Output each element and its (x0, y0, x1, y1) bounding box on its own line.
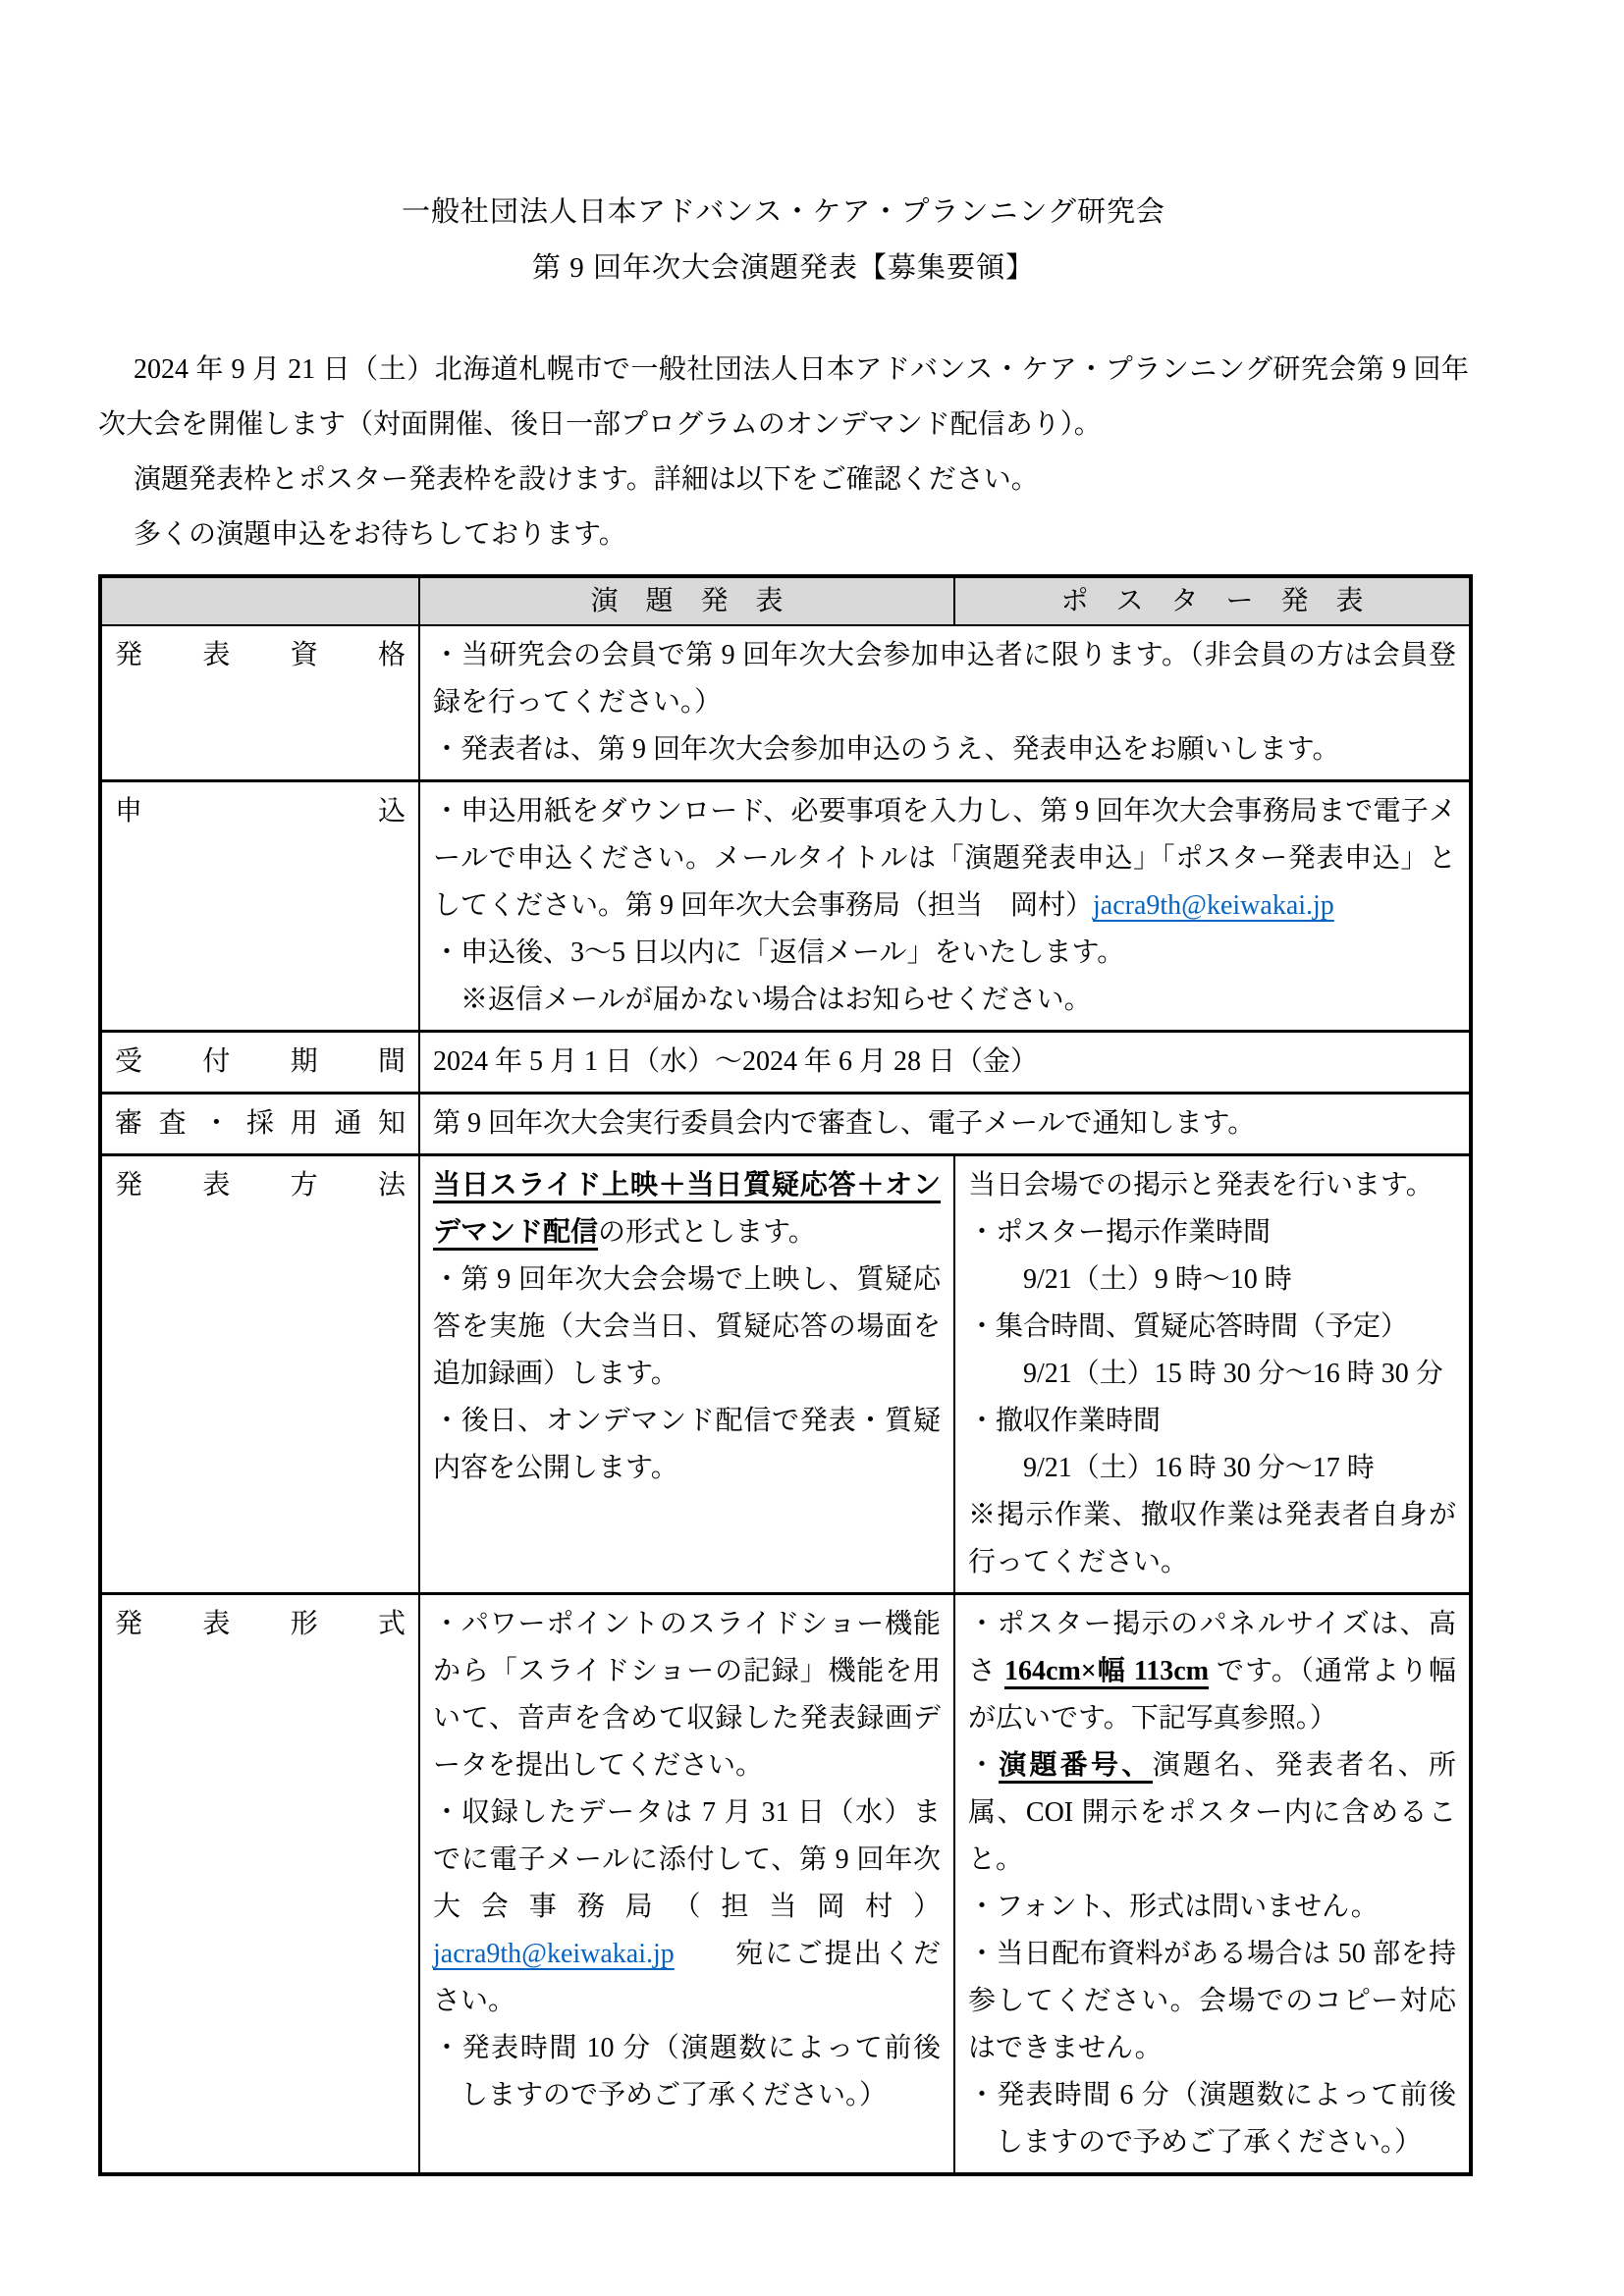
label-cell-review (100, 1094, 419, 1155)
text-run: ・当研究会の会員で第 9 回年次大会参加申込者に限ります。（非会員の方は会員登録を行ってください。） (433, 640, 1456, 718)
row-review-notification (100, 1094, 1471, 1155)
label-cell-period (100, 1032, 419, 1094)
text-run: ・第 9 回年次大会会場で上映し、質疑応答を実施（大会当日、質疑応答の場面を追加録画）します。 (433, 1264, 941, 1389)
content-cell-qualification (419, 625, 1471, 781)
row-reception-period (100, 1032, 1471, 1094)
header-cell-poster: ポ ス タ ー 発 表 (954, 576, 1471, 625)
intro-paragraph-2: 演題発表枠とポスター発表枠を設けます。詳細は以下をご確認ください。 (134, 464, 1039, 495)
email-link[interactable]: jacra9th@keiwakai.jp (1093, 890, 1334, 921)
text-run: ・フォント、形式は問いません。 (968, 1892, 1379, 1922)
content-cell-method-endai (419, 1155, 954, 1594)
text-run: 第 9 回年次大会実行委員会内で審査し、電子メールで通知します。 (433, 1108, 1256, 1139)
row-application (100, 781, 1471, 1032)
row-label: 発表資格 (115, 640, 406, 670)
text-run: ・発表者は、第 9 回年次大会参加申込のうえ、発表申込をお願いします。 (433, 734, 1340, 765)
paragraph (968, 1601, 1456, 1742)
text-run: 演題番号、 (999, 1750, 1152, 1784)
paragraph (433, 930, 1456, 977)
intro-section (98, 343, 1469, 562)
header-cell-blank (100, 576, 419, 625)
text-run: ・収録したデータは 7 月 31 日（水）までに電子メールに添付して、第 9 回年次大会事務局（担当岡村） (433, 1797, 941, 1922)
text-run: ・パワーポイントのスライドショー機能から「スライドショーの記録」機能を用いて、音声を含めて収録した発表録画データを提出してください。 (433, 1609, 941, 1781)
text-run: ・ポスター掲示作業時間 (968, 1217, 1272, 1248)
email-link[interactable]: jacra9th@keiwakai.jp (433, 1939, 675, 1969)
text-run: ・当日配布資料がある場合は 50 部を持参してください。会場でのコピー対応はできません。 (968, 1939, 1456, 2063)
row-label: 発表方法 (115, 1170, 406, 1201)
text-run: ・ポスター掲示のパネルサイズは、高さ (968, 1609, 1456, 1686)
label-cell-application (100, 781, 419, 1032)
text-run: の形式とします。 (598, 1217, 816, 1248)
paragraph (968, 1256, 1456, 1304)
label-cell-format (100, 1594, 419, 2175)
paragraph (968, 1162, 1456, 1209)
label-cell-qualification (100, 625, 419, 781)
paragraph (968, 1304, 1456, 1351)
text-run: ※掲示作業、撤収作業は発表者自身が行ってください。 (968, 1500, 1456, 1577)
text-run: ・申込用紙をダウンロード、必要事項を入力し、第 9 回年次大会事務局まで電子メールで申込ください。メールタイトルは「演題発表申込」「ポスター発表申込」としてください。第 9 回年次大会事務局（担当 岡村） (433, 796, 1457, 921)
paragraph (968, 1742, 1456, 1884)
paragraph (433, 726, 1456, 774)
paragraph (433, 2025, 941, 2119)
paragraph (968, 2072, 1456, 2166)
text-run: 164cm×幅 113cm (1004, 1656, 1209, 1689)
table-header-row (100, 576, 1471, 625)
requirements-table (98, 574, 1473, 2176)
text-run: ・後日、オンデマンド配信で発表・質疑内容を公開します。 (433, 1406, 941, 1483)
text-run: 9/21（土）15 時 30 分～16 時 30 分 (968, 1359, 1443, 1389)
text-run: ・ (968, 1750, 1000, 1781)
paragraph (433, 1398, 941, 1492)
paragraph (433, 1601, 941, 1789)
row-label: 発表形式 (115, 1609, 406, 1639)
content-cell-review (419, 1094, 1471, 1155)
text-run: ・撤収作業時間 (968, 1406, 1162, 1436)
text-run: ※返信メールが届かない場合はお知らせください。 (433, 985, 1092, 1015)
paragraph (968, 1209, 1456, 1256)
row-label: 審査・採用通知 (115, 1108, 406, 1139)
text-run: ・集合時間、質疑応答時間（予定） (968, 1311, 1409, 1342)
intro-paragraph-1: 2024 年 9 月 21 日（土）北海道札幌市で一般社団法人日本アドバンス・ケア・プランニング研究会第 9 回年次大会を開催します（対面開催、後日一部プログラムのオンデマンド配信あり）。 (98, 354, 1469, 440)
text-run: ・発表時間 10 分（演題数によって前後しますので予めご了承ください。） (433, 2033, 941, 2110)
paragraph (968, 1398, 1456, 1445)
paragraph (433, 1162, 941, 1256)
document-title-line1: 一般社団法人日本アドバンス・ケア・プランニング研究会 (402, 196, 1165, 228)
row-label: 受付期間 (115, 1046, 406, 1077)
content-cell-format-poster (954, 1594, 1471, 2175)
paragraph (433, 1789, 941, 2025)
content-cell-period (419, 1032, 1471, 1094)
content-cell-application (419, 781, 1471, 1032)
header-cell-endai: 演 題 発 表 (419, 576, 954, 625)
text-run: ・発表時間 6 分（演題数によって前後しますので予めご了承ください。） (968, 2080, 1456, 2158)
paragraph (968, 1351, 1456, 1398)
paragraph (968, 1445, 1456, 1492)
paragraph (968, 1884, 1456, 1931)
text-run: 当日スライド上映＋当日質疑応答＋オンデマンド配信 (433, 1170, 941, 1251)
paragraph (968, 1492, 1456, 1586)
paragraph (433, 1100, 1456, 1148)
document-title-line2: 第 9 回年次大会演題発表【募集要領】 (531, 252, 1035, 284)
content-cell-method-poster (954, 1155, 1471, 1594)
paragraph (433, 977, 1456, 1024)
paragraph (968, 1931, 1456, 2072)
row-presentation-method (100, 1155, 1471, 1594)
text-run: 2024 年 5 月 1 日（水）～2024 年 6 月 28 日（金） (433, 1046, 1039, 1077)
text-run: 演題名、発表者名、所属、COI 開示をポスター内に含めること。 (968, 1750, 1456, 1875)
text-run: 当日会場での掲示と発表を行います。 (968, 1170, 1434, 1201)
paragraph (433, 632, 1456, 726)
intro-paragraph-3: 多くの演題申込をお待ちしております。 (134, 519, 626, 550)
text-run: 宛にご提出ください。 (433, 1939, 941, 2016)
row-presentation-qualification (100, 625, 1471, 781)
text-run: ・申込後、3～5 日以内に「返信メール」をいたします。 (433, 937, 1125, 968)
text-run: です。（通常より幅が広いです。下記写真参照。） (968, 1656, 1456, 1734)
paragraph (433, 1256, 941, 1398)
row-label: 申込 (115, 796, 406, 827)
text-run: 9/21（土）9 時～10 時 (968, 1264, 1292, 1295)
row-presentation-format (100, 1594, 1471, 2175)
paragraph (433, 788, 1456, 930)
text-run: 9/21（土）16 時 30 分～17 時 (968, 1453, 1375, 1483)
content-cell-format-endai (419, 1594, 954, 2175)
label-cell-method (100, 1155, 419, 1594)
paragraph (433, 1039, 1456, 1086)
